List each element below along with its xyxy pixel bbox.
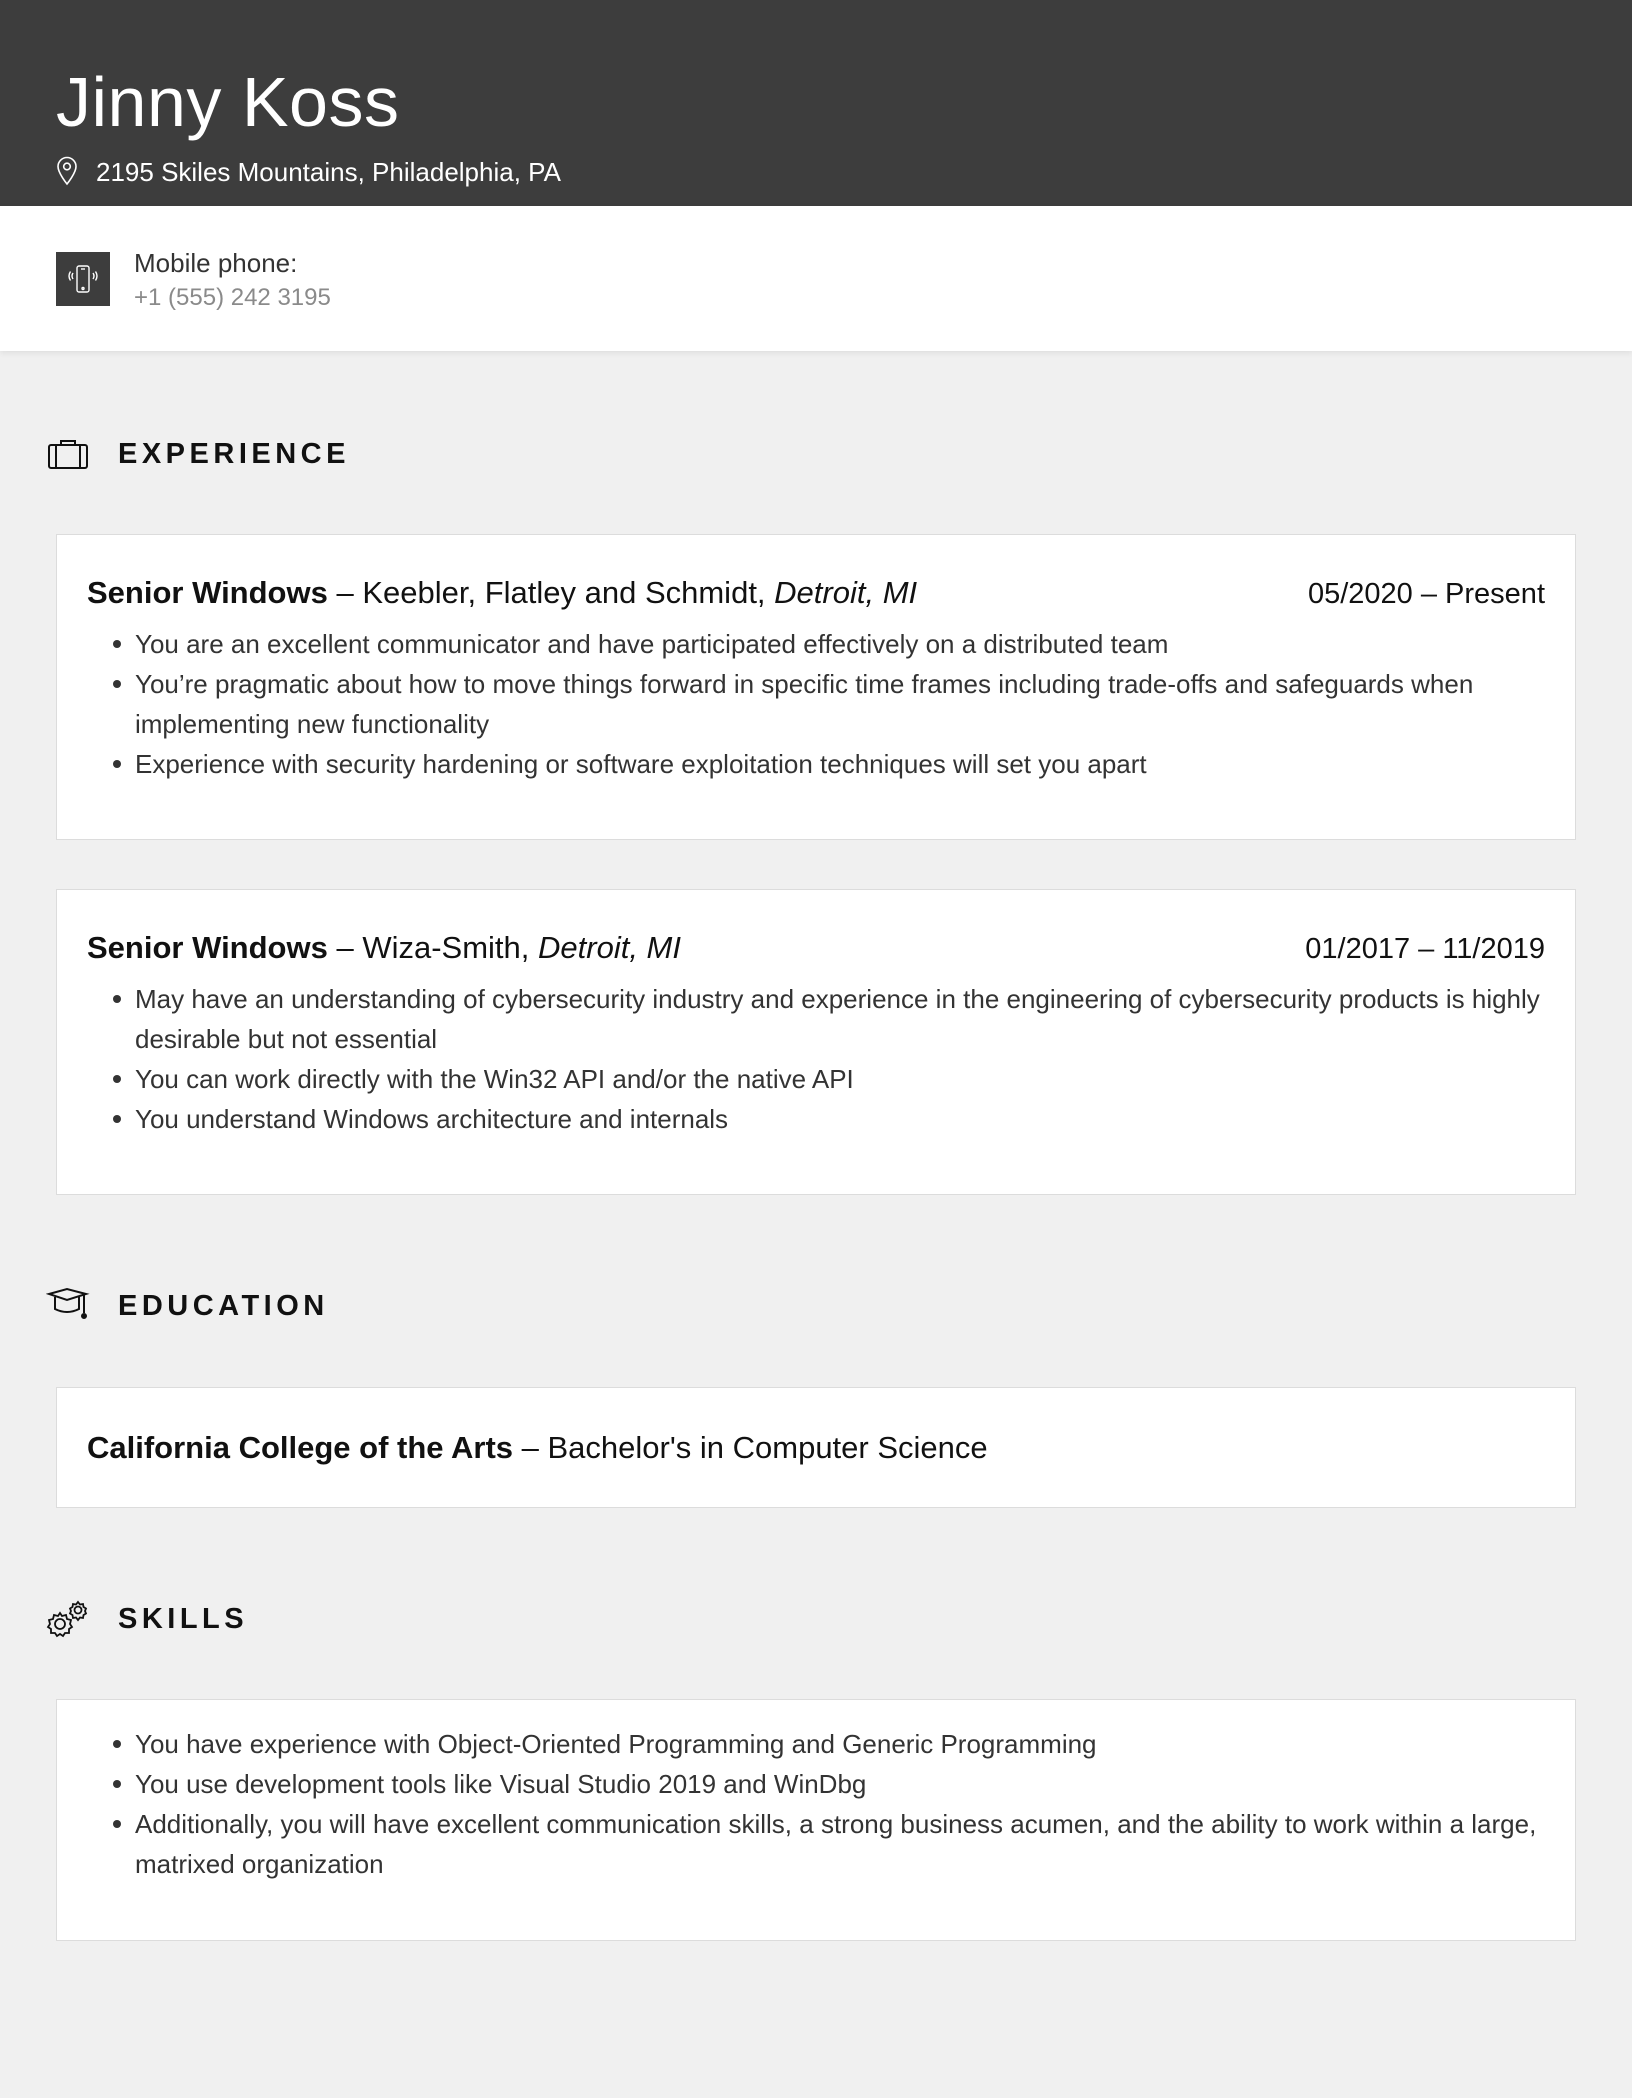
address-row bbox=[56, 156, 1576, 188]
section-title-education: EDUCATION bbox=[118, 1289, 329, 1322]
map-pin-icon bbox=[56, 156, 82, 188]
list-item: You have experience with Object-Oriented Programming and Generic Programming bbox=[87, 1724, 1545, 1764]
job-location: Detroit, MI bbox=[538, 930, 681, 965]
experience-section-heading bbox=[46, 432, 350, 476]
list-item: You are an excellent communicator and have participated effectively on a distributed team bbox=[87, 624, 1545, 664]
experience-entry-header bbox=[87, 573, 1545, 614]
briefcase-icon bbox=[46, 432, 90, 476]
phone-label: Mobile phone: bbox=[134, 248, 298, 278]
candidate-name: Jinny Koss bbox=[56, 63, 400, 141]
company-name: Keebler, Flatley and Schmidt, bbox=[362, 575, 766, 610]
section-title-skills: SKILLS bbox=[118, 1602, 249, 1635]
education-section-heading bbox=[46, 1284, 329, 1328]
title-dash: – bbox=[521, 1430, 548, 1465]
section-title-experience: EXPERIENCE bbox=[118, 437, 350, 470]
skills-card bbox=[56, 1699, 1576, 1941]
school-name: California College of the Arts bbox=[87, 1430, 514, 1465]
list-item: You’re pragmatic about how to move things forward in specific time frames including trade-offs and safeguards when implementing new functionality bbox=[87, 664, 1545, 744]
list-item: May have an understanding of cybersecurity industry and experience in the engineering of cybersecurity products is highly desirable but not essential bbox=[87, 979, 1545, 1059]
education-line bbox=[87, 1428, 1545, 1468]
graduation-cap-icon bbox=[46, 1284, 90, 1328]
experience-entry-header bbox=[87, 928, 1545, 969]
job-role: Senior Windows bbox=[87, 575, 328, 610]
responsibility-list bbox=[87, 979, 1545, 1139]
phone-number[interactable]: +1 (555) 242 3195 bbox=[134, 284, 331, 311]
job-title bbox=[87, 573, 917, 613]
phone-contact bbox=[134, 246, 331, 314]
experience-entry bbox=[56, 889, 1576, 1195]
title-dash: – bbox=[336, 575, 363, 610]
contact-bar bbox=[0, 206, 1632, 351]
list-item: Additionally, you will have excellent communication skills, a strong business acumen, and the ability to work within a large, matrixed organization bbox=[87, 1804, 1545, 1884]
job-dates: 01/2017 – 11/2019 bbox=[1305, 933, 1545, 965]
gears-icon bbox=[46, 1597, 90, 1641]
resume-header bbox=[0, 0, 1632, 206]
skills-list bbox=[87, 1724, 1545, 1884]
list-item: You can work directly with the Win32 API and/or the native API bbox=[87, 1059, 1545, 1099]
education-entry bbox=[56, 1387, 1576, 1508]
degree-name: Bachelor's in Computer Science bbox=[547, 1430, 988, 1465]
title-dash: – bbox=[336, 930, 363, 965]
company-name: Wiza-Smith, bbox=[362, 930, 530, 965]
job-location: Detroit, MI bbox=[774, 575, 918, 610]
job-dates: 05/2020 – Present bbox=[1307, 578, 1545, 610]
job-role: Senior Windows bbox=[87, 930, 328, 965]
skills-section-heading bbox=[46, 1597, 248, 1641]
job-title bbox=[87, 928, 681, 968]
list-item: Experience with security hardening or software exploitation techniques will set you apart bbox=[87, 744, 1545, 784]
list-item: You understand Windows architecture and internals bbox=[87, 1099, 1545, 1139]
list-item: You use development tools like Visual Studio 2019 and WinDbg bbox=[87, 1764, 1545, 1804]
mobile-phone-icon bbox=[56, 252, 110, 306]
responsibility-list bbox=[87, 624, 1545, 784]
address-text: 2195 Skiles Mountains, Philadelphia, PA bbox=[96, 157, 561, 187]
experience-entry bbox=[56, 534, 1576, 840]
